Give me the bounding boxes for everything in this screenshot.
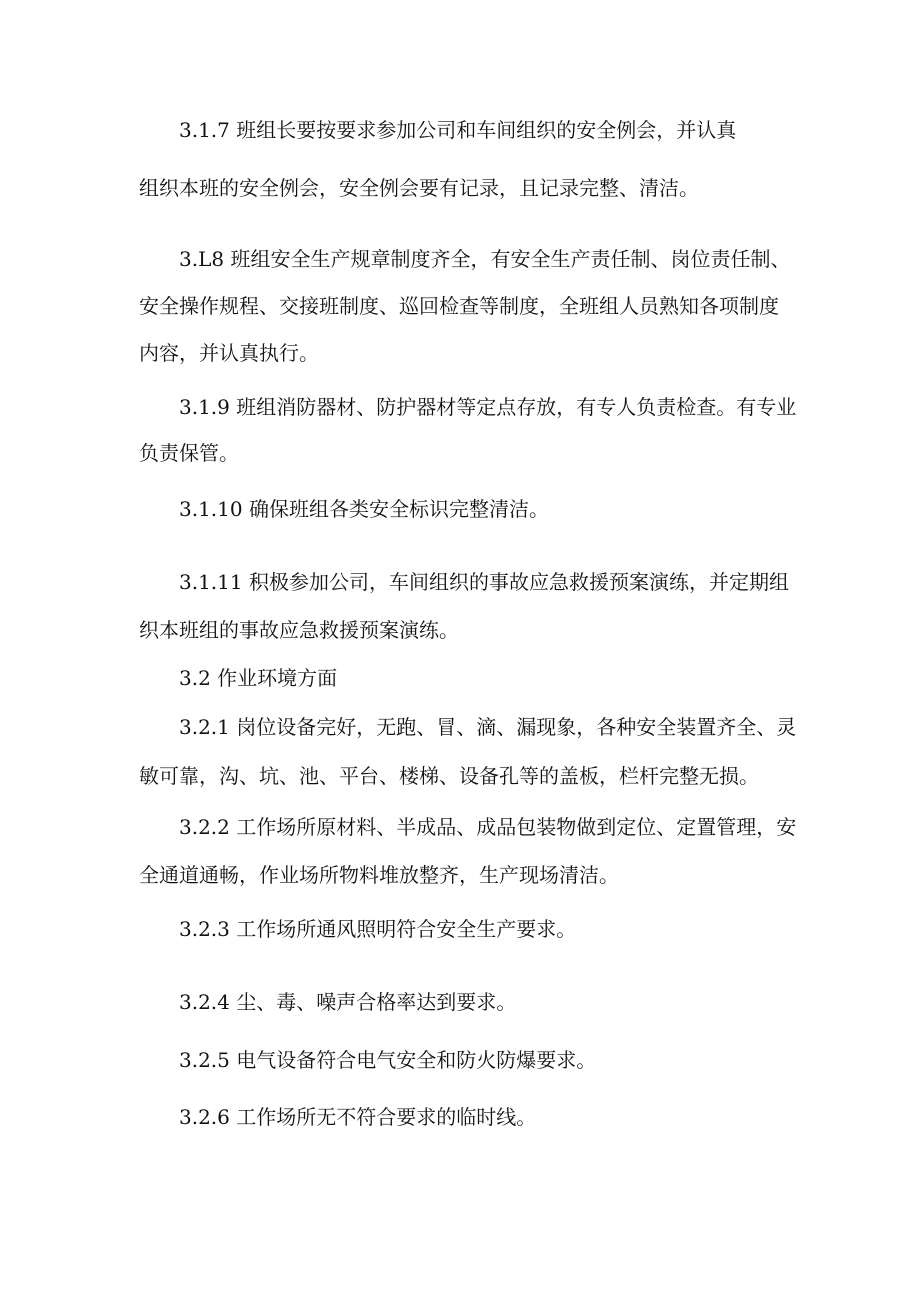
paragraph-3-2-1-line-1: 3.2.1 岗位设备完好，无跑、冒、滴、漏现象，各种安全装置齐全、灵	[179, 715, 797, 739]
paragraph-3-1-8-line-1: 3.L8 班组安全生产规章制度齐全，有安全生产责任制、岗位责任制、	[179, 247, 791, 271]
paragraph-3-1-7-line-1: 3.1.7 班组长要按要求参加公司和车间组织的安全例会，并认真	[179, 118, 737, 142]
paragraph-3-1-11-line-2: 织本班组的事故应急救援预案演练。	[139, 618, 459, 642]
paragraph-3-2-1-line-2: 敏可靠，沟、坑、池、平台、楼梯、设备孔等的盖板，栏杆完整无损。	[139, 764, 759, 788]
paragraph-3-1-8-line-3: 内容，并认真执行。	[139, 341, 319, 365]
paragraph-3-1-9-line-2: 负责保管。	[139, 441, 239, 465]
paragraph-3-2-4-line-1: 3.2.4 尘、毒、噪声合格率达到要求。	[179, 990, 517, 1014]
paragraph-3-1-11-line-1: 3.1.11 积极参加公司，车间组织的事故应急救援预案演练，并定期组	[179, 570, 789, 594]
paragraph-3-1-8-line-2: 安全操作规程、交接班制度、巡回检查等制度，全班组人员熟知各项制度	[139, 294, 779, 318]
paragraph-3-1-10-line-1: 3.1.10 确保班组各类安全标识完整清洁。	[179, 497, 549, 521]
paragraph-3-2-3-line-1: 3.2.3 工作场所通风照明符合安全生产要求。	[179, 917, 577, 941]
section-heading-3-2: 3.2 作业环境方面	[179, 666, 338, 690]
paragraph-3-1-7-line-2: 组织本班的安全例会，安全例会要有记录，且记录完整、清洁。	[139, 176, 699, 200]
paragraph-3-2-5-line-1: 3.2.5 电气设备符合电气安全和防火防爆要求。	[179, 1048, 597, 1072]
paragraph-3-2-2-line-1: 3.2.2 工作场所原材料、半成品、成品包装物做到定位、定置管理，安	[179, 815, 797, 839]
paragraph-3-1-9-line-1: 3.1.9 班组消防器材、防护器材等定点存放，有专人负责检查。有专业	[179, 395, 797, 419]
paragraph-3-2-2-line-2: 全通道通畅，作业场所物料堆放整齐，生产现场清洁。	[139, 863, 619, 887]
paragraph-3-2-6-line-1: 3.2.6 工作场所无不符合要求的临时线。	[179, 1105, 537, 1129]
